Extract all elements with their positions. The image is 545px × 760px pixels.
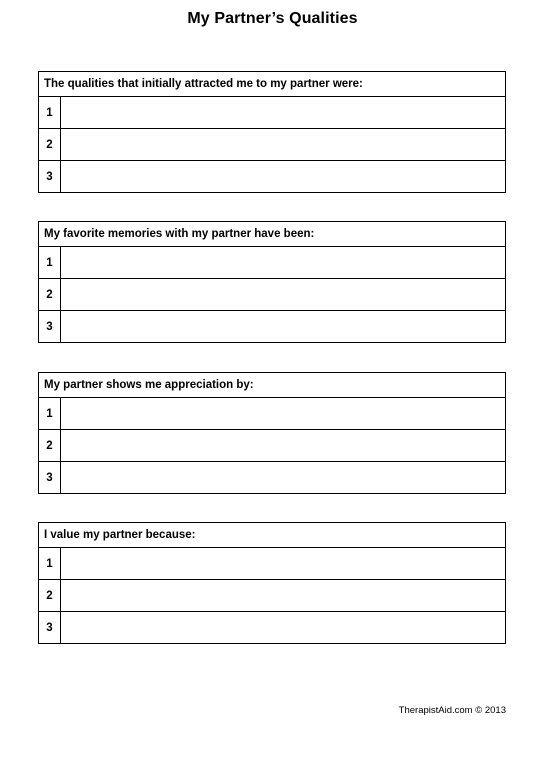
section-heading: My partner shows me appreciation by: [39, 373, 506, 398]
table-row [39, 97, 506, 129]
row-number: 1 [39, 398, 61, 430]
section-appreciation [38, 372, 506, 494]
section-heading: My favorite memories with my partner have been: [39, 222, 506, 247]
section-heading: I value my partner because: [39, 523, 506, 548]
table-row [39, 247, 506, 279]
row-number: 2 [39, 580, 61, 612]
answer-field[interactable] [61, 279, 506, 311]
table-row [39, 430, 506, 462]
answer-field[interactable] [61, 97, 506, 129]
answer-field[interactable] [61, 580, 506, 612]
answer-field[interactable] [61, 161, 506, 193]
section-attracted-qualities [38, 71, 506, 193]
page-title: My Partner’s Qualities [187, 10, 358, 27]
row-number: 3 [39, 311, 61, 343]
table-row [39, 612, 506, 644]
row-number: 3 [39, 612, 61, 644]
answer-field[interactable] [61, 612, 506, 644]
table-row [39, 161, 506, 193]
table-row [39, 462, 506, 494]
table-row [39, 580, 506, 612]
answer-field[interactable] [61, 462, 506, 494]
answer-field[interactable] [61, 430, 506, 462]
row-number: 3 [39, 462, 61, 494]
answer-field[interactable] [61, 548, 506, 580]
row-number: 3 [39, 161, 61, 193]
row-number: 1 [39, 548, 61, 580]
table-row [39, 548, 506, 580]
section-heading: The qualities that initially attracted me to my partner were: [39, 72, 506, 97]
table-row [39, 311, 506, 343]
section-value-partner [38, 522, 506, 644]
table-row [39, 398, 506, 430]
footer-copyright: TherapistAid.com © 2013 [398, 705, 506, 716]
row-number: 1 [39, 97, 61, 129]
answer-field[interactable] [61, 398, 506, 430]
section-favorite-memories [38, 221, 506, 343]
row-number: 2 [39, 129, 61, 161]
row-number: 2 [39, 430, 61, 462]
table-row [39, 129, 506, 161]
row-number: 2 [39, 279, 61, 311]
table-row [39, 279, 506, 311]
answer-field[interactable] [61, 247, 506, 279]
answer-field[interactable] [61, 129, 506, 161]
row-number: 1 [39, 247, 61, 279]
answer-field[interactable] [61, 311, 506, 343]
